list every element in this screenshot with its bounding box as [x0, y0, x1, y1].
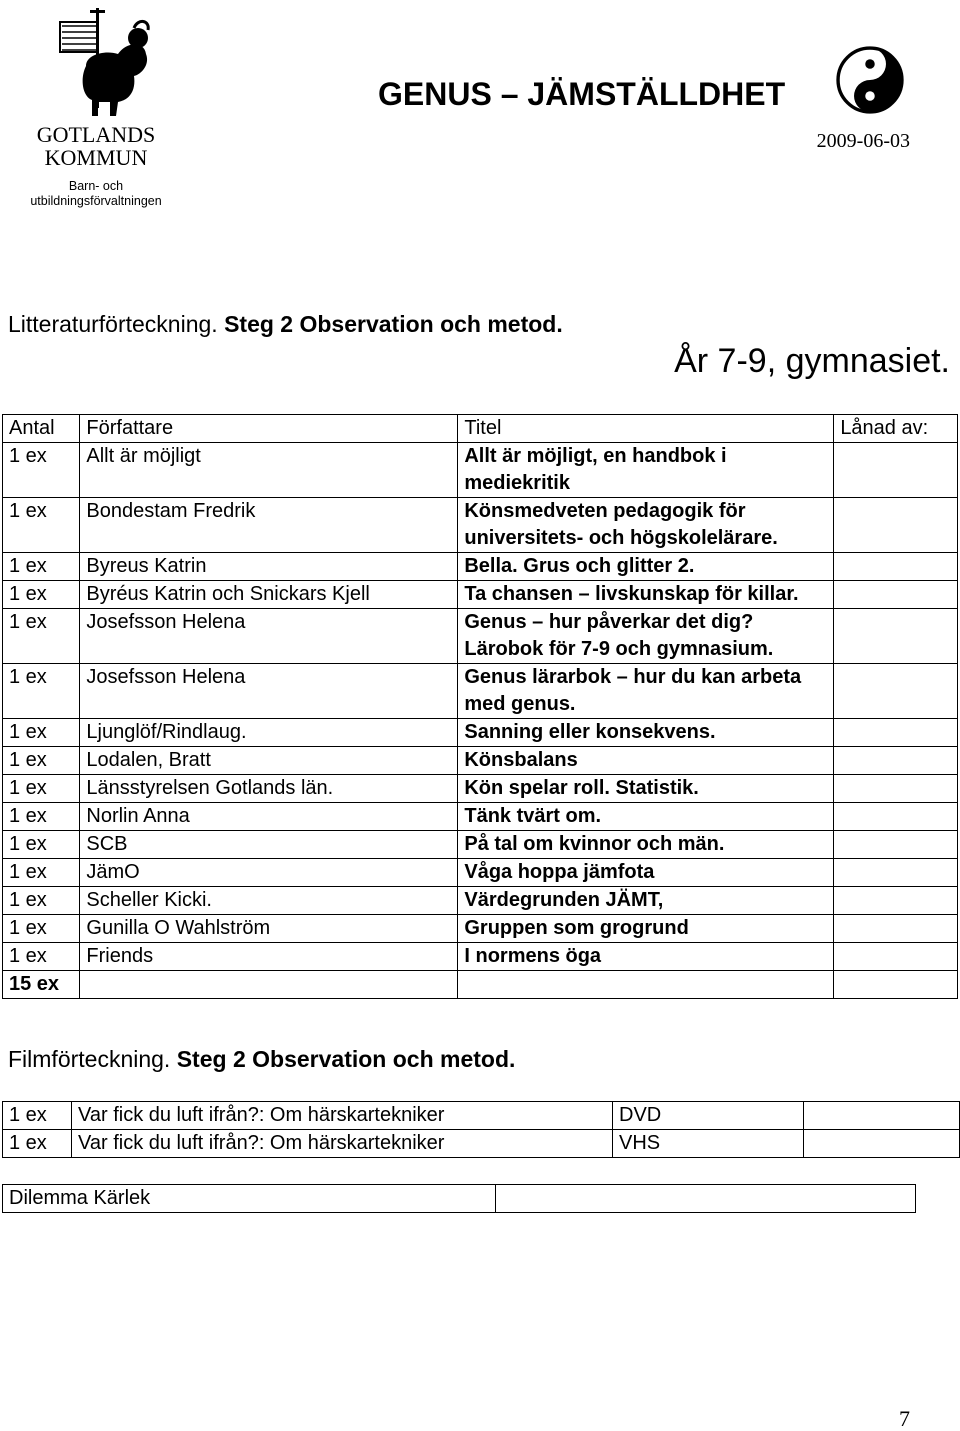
row-lanad-av — [834, 831, 958, 859]
table-row — [3, 775, 958, 803]
row-title: Genus lärarbok – hur du kan arbeta med genus. — [458, 664, 834, 719]
row-title: Allt är möjligt, en handbok i mediekritik — [458, 443, 834, 498]
row-antal: 1 ex — [3, 443, 80, 498]
row-author: SCB — [80, 831, 458, 859]
row-title: Våga hoppa jämfota — [458, 859, 834, 887]
row-title: Kön spelar roll. Statistik. — [458, 775, 834, 803]
row-lanad-av — [834, 747, 958, 775]
row-antal: 1 ex — [3, 915, 80, 943]
film-format: VHS — [613, 1130, 804, 1158]
row-lanad-av — [834, 887, 958, 915]
film-title: Var fick du luft ifrån?: Om härskartekniker — [72, 1102, 613, 1130]
row-antal: 1 ex — [3, 664, 80, 719]
row-author: Scheller Kicki. — [80, 887, 458, 915]
document-title: GENUS – JÄMSTÄLLDHET — [378, 76, 786, 112]
row-author: Allt är möjligt — [80, 443, 458, 498]
row-author: JämO — [80, 859, 458, 887]
row-author: Norlin Anna — [80, 803, 458, 831]
total-count: 15 ex — [3, 971, 80, 999]
document-date: 2009-06-03 — [816, 130, 910, 152]
column-header-lanad-av: Lånad av: — [834, 415, 958, 443]
film-heading — [8, 1045, 515, 1073]
row-lanad-av — [834, 915, 958, 943]
row-antal: 1 ex — [3, 498, 80, 553]
row-title: Gruppen som grogrund — [458, 915, 834, 943]
dilemma-table — [2, 1184, 916, 1213]
row-lanad-av — [834, 553, 958, 581]
table-row — [3, 498, 958, 553]
table-row — [3, 831, 958, 859]
row-antal: 1 ex — [3, 803, 80, 831]
table-total-row — [3, 971, 958, 999]
literature-heading-bold: Steg 2 Observation och metod. — [224, 311, 563, 337]
film-antal: 1 ex — [3, 1102, 72, 1130]
film-lanad-av — [804, 1102, 960, 1130]
row-title: Sanning eller konsekvens. — [458, 719, 834, 747]
column-header-forfattare: Författare — [80, 415, 458, 443]
film-row — [3, 1102, 960, 1130]
row-author: Byréus Katrin och Snickars Kjell — [80, 581, 458, 609]
logo-name-line1: GOTLANDS — [36, 122, 156, 147]
row-antal: 1 ex — [3, 859, 80, 887]
film-title: Var fick du luft ifrån?: Om härskartekniker — [72, 1130, 613, 1158]
table-row — [3, 719, 958, 747]
row-author: Josefsson Helena — [80, 664, 458, 719]
table-row — [3, 443, 958, 498]
table-row — [3, 664, 958, 719]
film-table — [2, 1101, 960, 1158]
table-row — [3, 915, 958, 943]
dilemma-row — [3, 1185, 916, 1213]
literature-heading — [8, 310, 563, 338]
table-row — [3, 581, 958, 609]
dilemma-empty-cell — [496, 1185, 916, 1213]
row-lanad-av — [834, 581, 958, 609]
page-number: 7 — [899, 1406, 910, 1431]
table-row — [3, 747, 958, 775]
row-title: På tal om kvinnor och män. — [458, 831, 834, 859]
row-antal: 1 ex — [3, 553, 80, 581]
film-heading-bold: Steg 2 Observation och metod. — [176, 1046, 516, 1072]
row-antal: 1 ex — [3, 747, 80, 775]
dilemma-label: Dilemma Kärlek — [3, 1185, 496, 1213]
gotlands-kommun-logo — [26, 4, 166, 209]
row-author: Ljunglöf/Rindlaug. — [80, 719, 458, 747]
table-row — [3, 803, 958, 831]
row-lanad-av — [834, 443, 958, 498]
total-author-empty — [80, 971, 458, 999]
row-title: Genus – hur påverkar det dig? Lärobok för 7-9 och gymnasium. — [458, 609, 834, 664]
row-author: Bondestam Fredrik — [80, 498, 458, 553]
film-heading-plain: Filmförteckning. — [8, 1046, 171, 1072]
film-antal: 1 ex — [3, 1130, 72, 1158]
literature-table — [2, 414, 958, 999]
literature-heading-plain: Litteraturförteckning. — [8, 311, 218, 337]
row-author: Länsstyrelsen Gotlands län. — [80, 775, 458, 803]
logo-sub-line1: Barn- och — [68, 179, 124, 193]
row-author: Josefsson Helena — [80, 609, 458, 664]
row-antal: 1 ex — [3, 719, 80, 747]
table-row — [3, 859, 958, 887]
row-antal: 1 ex — [3, 887, 80, 915]
film-row — [3, 1130, 960, 1158]
film-lanad-av — [804, 1130, 960, 1158]
row-title: Könsbalans — [458, 747, 834, 775]
lamb-with-flag-icon — [26, 4, 166, 122]
table-header-row — [3, 415, 958, 443]
row-lanad-av — [834, 803, 958, 831]
row-title: Bella. Grus och glitter 2. — [458, 553, 834, 581]
total-lanad-empty — [834, 971, 958, 999]
row-lanad-av — [834, 498, 958, 553]
table-row — [3, 553, 958, 581]
row-antal: 1 ex — [3, 943, 80, 971]
row-lanad-av — [834, 719, 958, 747]
table-row — [3, 609, 958, 664]
row-author: Byreus Katrin — [80, 553, 458, 581]
row-author: Lodalen, Bratt — [80, 747, 458, 775]
row-author: Friends — [80, 943, 458, 971]
row-lanad-av — [834, 664, 958, 719]
row-lanad-av — [834, 859, 958, 887]
row-title: Värdegrunden JÄMT, — [458, 887, 834, 915]
row-lanad-av — [834, 775, 958, 803]
logo-sub-line2: utbildningsförvaltningen — [30, 194, 162, 208]
table-row — [3, 887, 958, 915]
row-title: I normens öga — [458, 943, 834, 971]
table-row — [3, 943, 958, 971]
row-title: Ta chansen – livskunskap för killar. — [458, 581, 834, 609]
row-author: Gunilla O Wahlström — [80, 915, 458, 943]
row-antal: 1 ex — [3, 775, 80, 803]
row-title: Könsmedveten pedagogik för universitets- och högskolelärare. — [458, 498, 834, 553]
column-header-antal: Antal — [3, 415, 80, 443]
row-lanad-av — [834, 609, 958, 664]
film-format: DVD — [613, 1102, 804, 1130]
logo-name-line2: KOMMUN — [44, 145, 148, 170]
row-antal: 1 ex — [3, 831, 80, 859]
row-antal: 1 ex — [3, 581, 80, 609]
column-header-titel: Titel — [458, 415, 834, 443]
row-title: Tänk tvärt om. — [458, 803, 834, 831]
literature-subheading: År 7-9, gymnasiet. — [674, 342, 950, 380]
row-lanad-av — [834, 943, 958, 971]
yin-yang-icon — [836, 46, 904, 114]
total-title-empty — [458, 971, 834, 999]
row-antal: 1 ex — [3, 609, 80, 664]
